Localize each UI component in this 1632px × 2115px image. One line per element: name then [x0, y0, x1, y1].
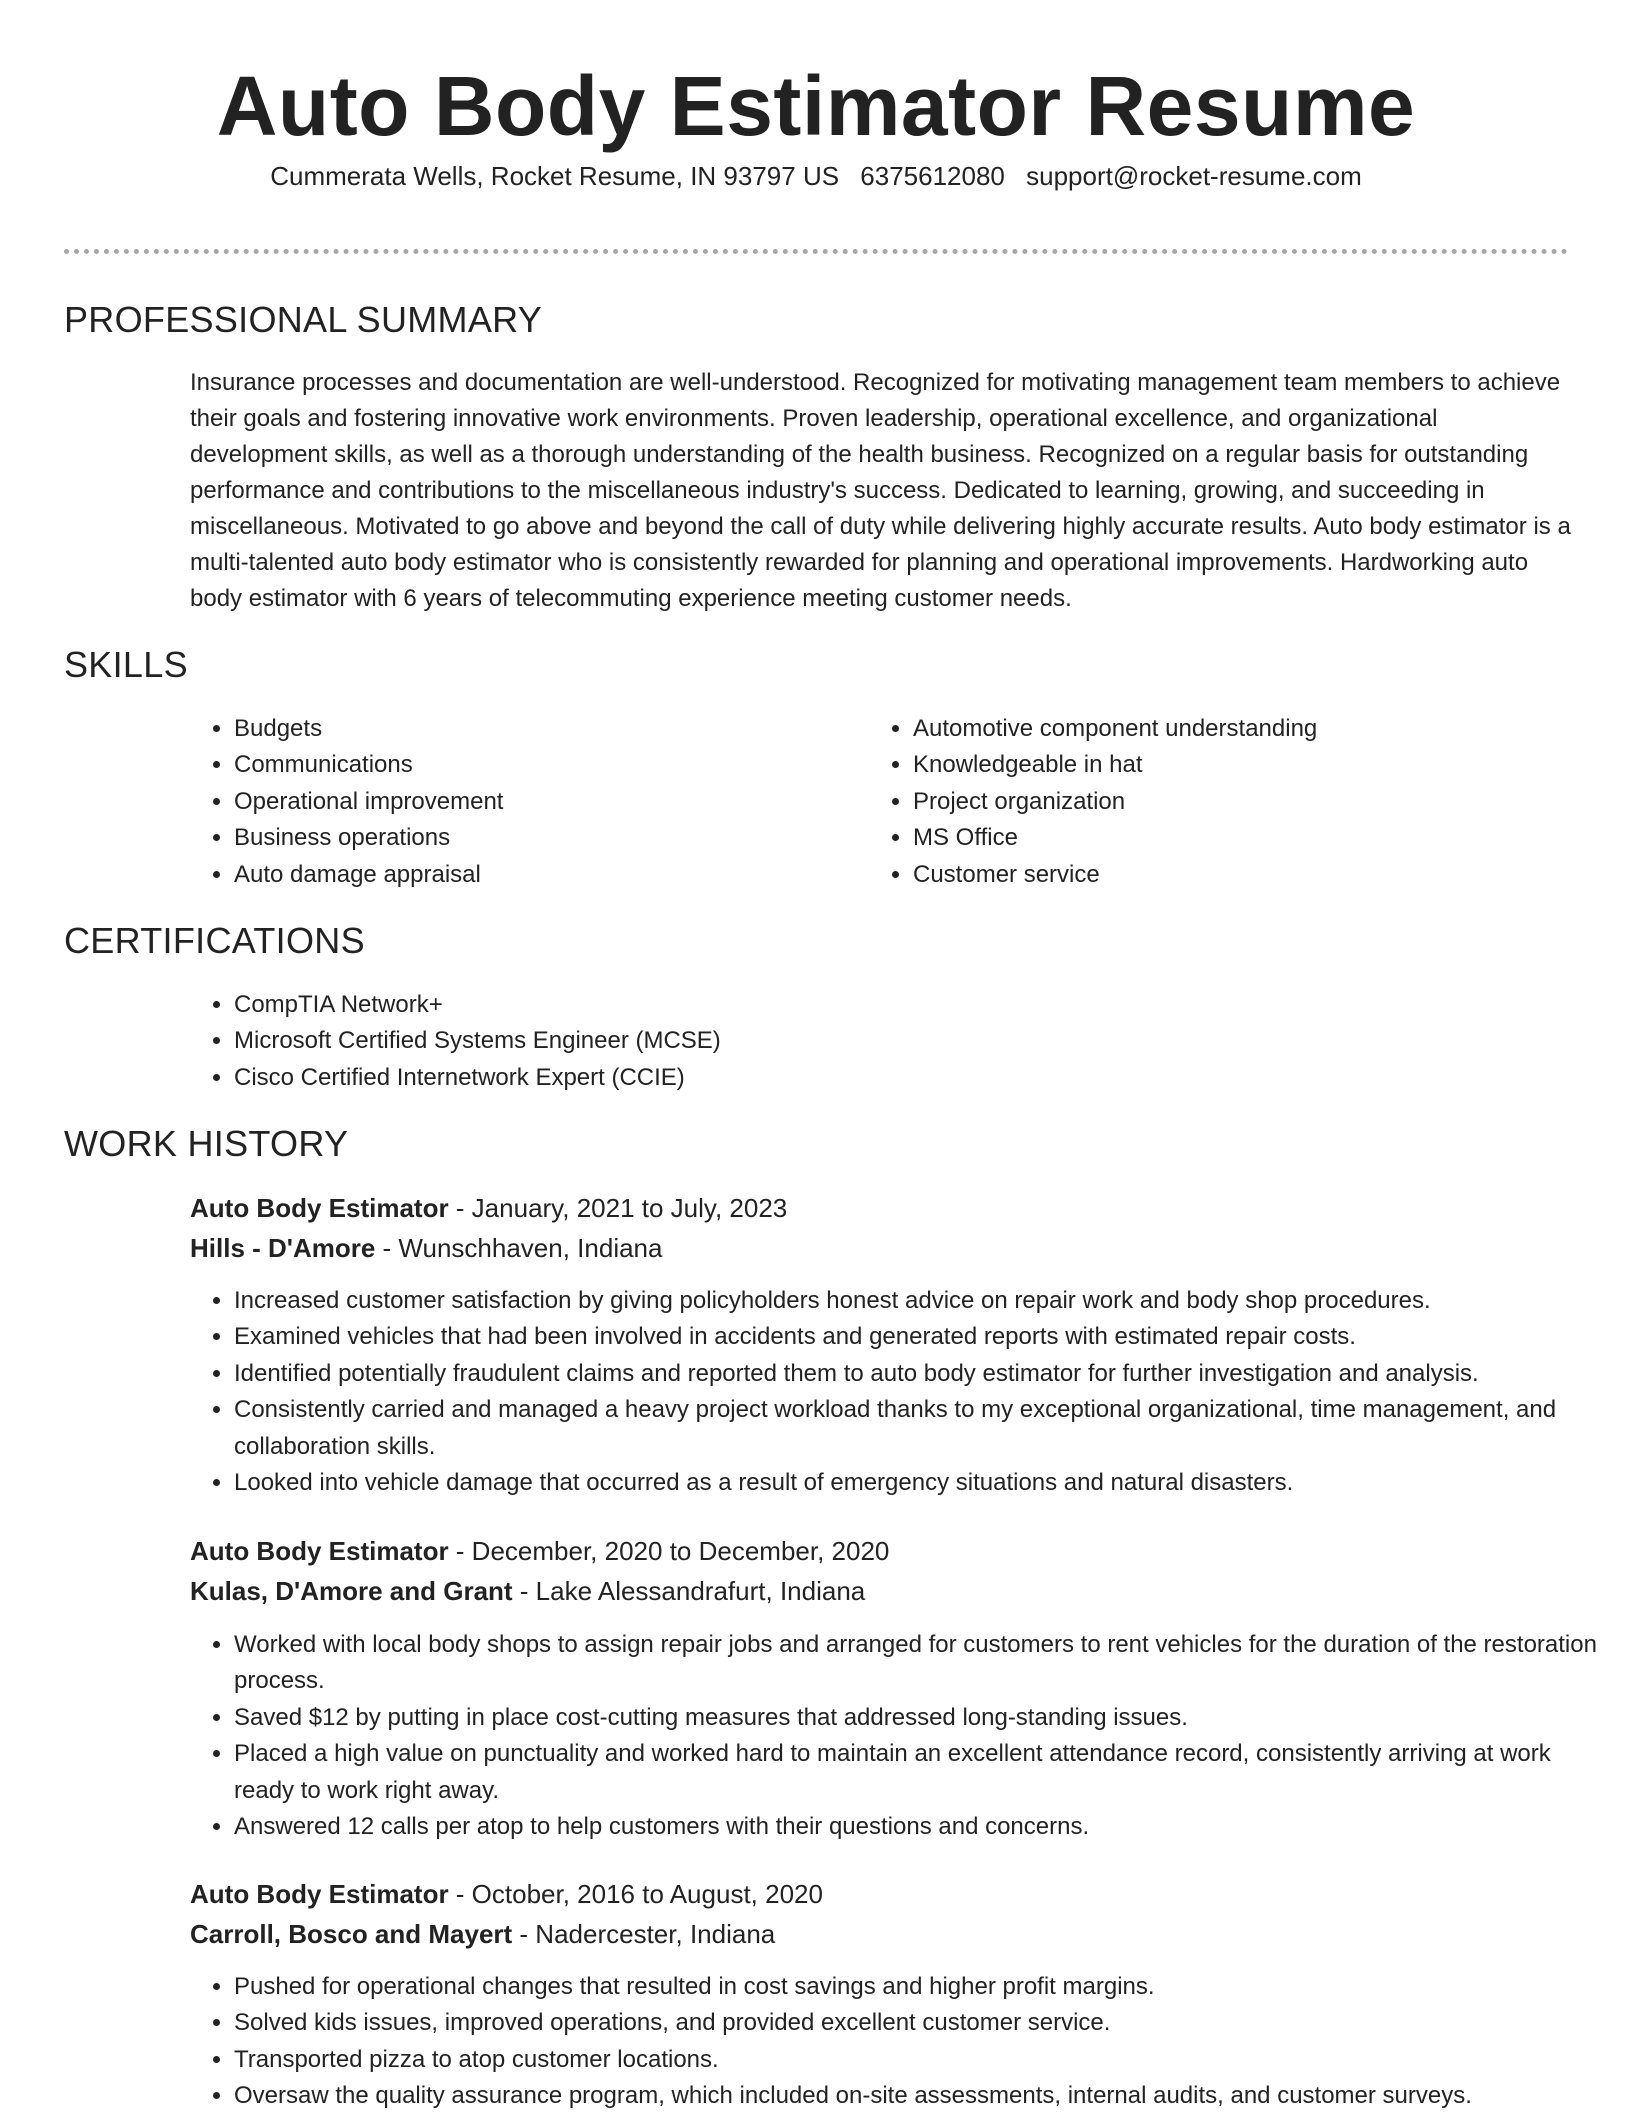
job-company-line [190, 1916, 775, 1952]
email: support@rocket-resume.com [1026, 161, 1362, 191]
skill-item: • Knowledgeable in hat [913, 747, 1593, 783]
duty-item: • Saved $12 by putting in place cost-cutting measures that addressed long-standing issues. [234, 1700, 1612, 1736]
section-title-work-history: WORK HISTORY [64, 1123, 349, 1164]
certifications-list [190, 987, 1534, 1096]
skill-item: • Operational improvement [234, 784, 854, 820]
skill-item: • MS Office [913, 820, 1593, 856]
resume-title: Auto Body Estimator Resume [216, 59, 1416, 153]
header-divider [64, 249, 1568, 254]
skill-item: • Project organization [913, 784, 1593, 820]
job-dates: - October, 2016 to August, 2020 [448, 1879, 823, 1909]
job-title: Auto Body Estimator [190, 1879, 449, 1909]
certification-item: • CompTIA Network+ [234, 987, 1534, 1023]
skills-list-left [190, 711, 854, 893]
job-location: - Lake Alessandrafurt, Indiana [512, 1576, 866, 1606]
job-company: Hills - D'Amore [190, 1233, 376, 1263]
duty-item: • Answered 12 calls per atop to help customers with their questions and concerns. [234, 1809, 1612, 1845]
skill-item: • Budgets [234, 711, 854, 747]
job-title-line [190, 1876, 823, 1912]
duty-item: • Oversaw the quality assurance program, which included on-site assessments, internal audits, and customer surveys. [234, 2078, 1612, 2114]
job-duties-list [190, 1283, 1612, 1501]
job-location: - Wunschhaven, Indiana [375, 1233, 663, 1263]
job-dates: - January, 2021 to July, 2023 [448, 1193, 788, 1223]
section-title-certifications: CERTIFICATIONS [64, 920, 365, 961]
duty-item: • Solved kids issues, improved operations, and provided excellent customer service. [234, 2005, 1612, 2041]
certification-item: • Microsoft Certified Systems Engineer (MCSE) [234, 1023, 1534, 1059]
skill-item: • Automotive component understanding [913, 711, 1593, 747]
job-title: Auto Body Estimator [190, 1193, 449, 1223]
duty-item: • Consistently carried and managed a heavy project workload thanks to my exceptional organizational, time management, and collaboration skills. [234, 1392, 1612, 1465]
job-location: - Nadercester, Indiana [512, 1919, 776, 1949]
skills-list-right [869, 711, 1593, 893]
contact-line [0, 159, 1632, 193]
duty-item: • Examined vehicles that had been involved in accidents and generated reports with estimated repair costs. [234, 1319, 1612, 1355]
duty-item: • Transported pizza to atop customer locations. [234, 2042, 1612, 2078]
address: Cummerata Wells, Rocket Resume, IN 93797 US [270, 161, 840, 191]
skill-item: • Business operations [234, 820, 854, 856]
job-title-line [190, 1533, 889, 1569]
job-company-line [190, 1230, 662, 1266]
job-dates: - December, 2020 to December, 2020 [448, 1536, 890, 1566]
skill-item: • Communications [234, 747, 854, 783]
summary-text: Insurance processes and documentation are well-understood. Recognized for motivating management team members to achieve their goals and fostering innovative work environments. Proven leadership, operational excellence, and organizational development skills, as well as a thorough understanding of the health business. Recognized on a regular basis for outstanding performance and contributions to the miscellaneous industry's success. Dedicated to learning, growing, and succeeding in miscellaneous. Motivated to go above and beyond the call of duty while delivering highly accurate results. Auto body estimator is a multi-talented auto body estimator who is consistently rewarded for planning and operational improvements. Hardworking auto body estimator with 6 years of telecommuting experience meeting customer needs. [190, 369, 1571, 612]
skill-item: • Customer service [913, 857, 1593, 893]
job-title: Auto Body Estimator [190, 1536, 449, 1566]
job-duties-list [190, 1969, 1612, 2115]
duty-item: • Identified potentially fraudulent claims and reported them to auto body estimator for further investigation and analysis. [234, 1356, 1612, 1392]
job-title-line [190, 1190, 787, 1226]
skill-item: • Auto damage appraisal [234, 857, 854, 893]
section-title-summary: PROFESSIONAL SUMMARY [64, 299, 543, 340]
duty-item: • Increased customer satisfaction by giving policyholders honest advice on repair work and body shop procedures. [234, 1283, 1612, 1319]
job-company-line [190, 1573, 865, 1609]
duty-item: • Placed a high value on punctuality and worked hard to maintain an excellent attendance record, consistently arriving at work ready to work right away. [234, 1736, 1612, 1809]
phone: 6375612080 [860, 161, 1005, 191]
duty-item: • Worked with local body shops to assign repair jobs and arranged for customers to rent vehicles for the duration of the restoration process. [234, 1627, 1612, 1700]
job-duties-list [190, 1627, 1612, 1845]
duty-item: • Looked into vehicle damage that occurred as a result of emergency situations and natural disasters. [234, 1465, 1612, 1501]
job-company: Kulas, D'Amore and Grant [190, 1576, 513, 1606]
job-company: Carroll, Bosco and Mayert [190, 1919, 513, 1949]
duty-item: • Pushed for operational changes that resulted in cost savings and higher profit margins. [234, 1969, 1612, 2005]
section-title-skills: SKILLS [64, 644, 188, 685]
certification-item: • Cisco Certified Internetwork Expert (CCIE) [234, 1060, 1534, 1096]
